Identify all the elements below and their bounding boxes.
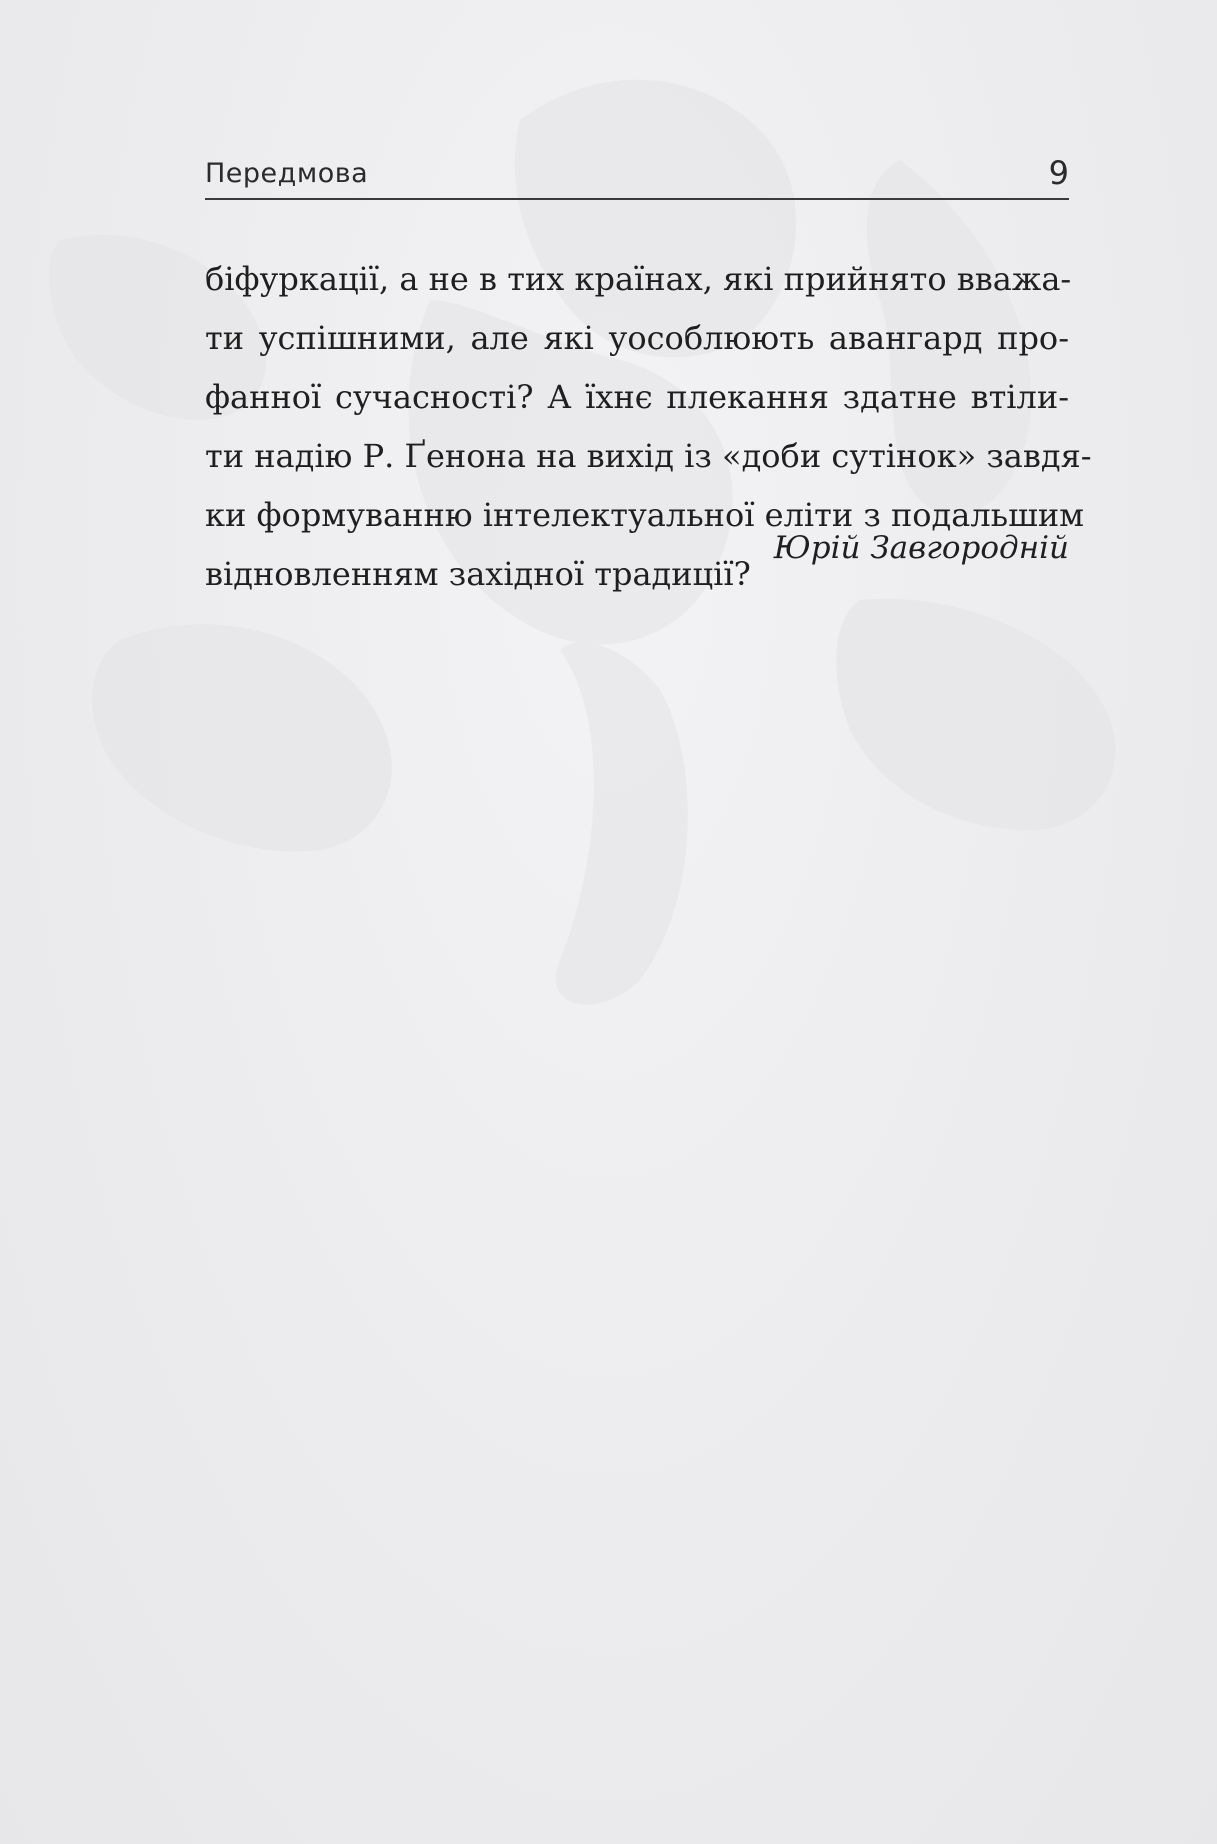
text-line: ти успішними, але які уособлюють авангард про- bbox=[205, 319, 1069, 357]
running-head bbox=[205, 154, 1069, 200]
text-line: ти надію Р. Ґенона на вихід із «доби сутінок» завдя- bbox=[205, 437, 1092, 475]
text-line: біфуркації, а не в тих країнах, які прийнято вважа- bbox=[205, 260, 1072, 298]
section-title: Передмова bbox=[205, 158, 369, 189]
author-signature: Юрій Завгородній bbox=[773, 530, 1069, 566]
text-line: ки формуванню інтелектуальної еліти з подальшим bbox=[205, 496, 1085, 534]
text-line: відновленням західної традиції? bbox=[205, 555, 751, 593]
text-line: фанної сучасності? А їхнє плекання здатне втіли- bbox=[205, 378, 1069, 416]
page-number: 9 bbox=[1048, 154, 1069, 192]
